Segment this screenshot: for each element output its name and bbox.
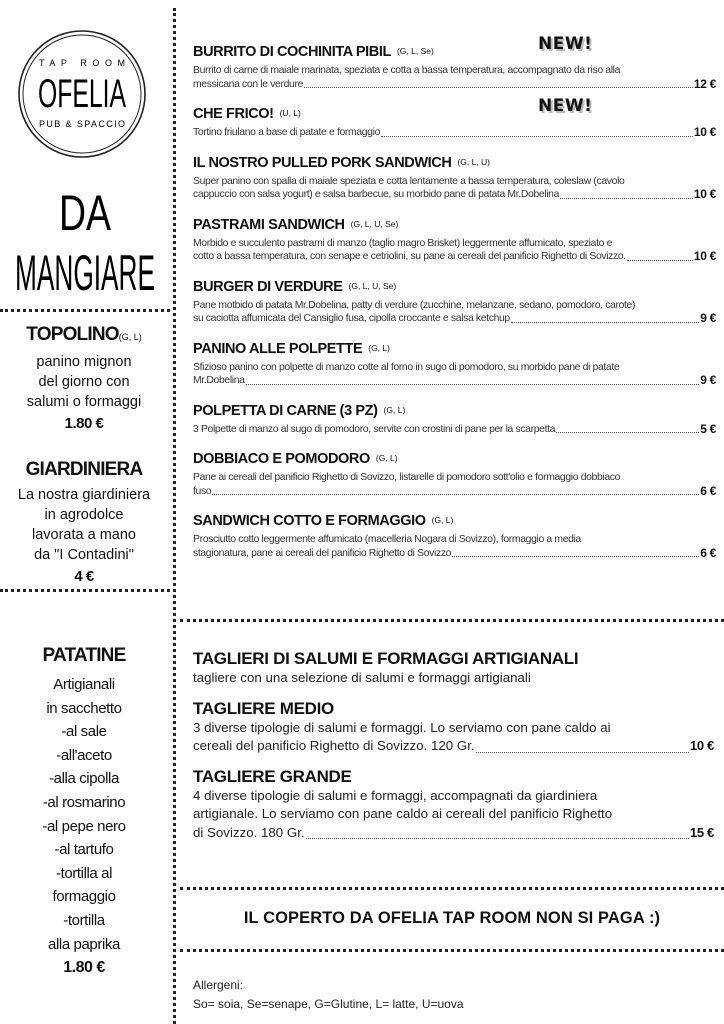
platter-name: TAGLIERE MEDIO	[193, 698, 334, 718]
item-description	[193, 126, 716, 140]
patatine-price: 1.80 €	[63, 959, 105, 977]
item-description	[193, 471, 716, 498]
description-line	[193, 471, 716, 485]
item-price: 10 €	[693, 187, 716, 201]
patatine-desc-line: -al rosmarino	[42, 793, 126, 811]
description-line	[193, 126, 716, 140]
dot-leader	[476, 752, 689, 753]
platter-item	[193, 699, 714, 756]
description-text: fuso	[193, 485, 212, 497]
topolino-desc-line: salumi o formaggi	[26, 394, 142, 410]
item-name: SANDWICH COTTO E FORMAGGIO	[193, 513, 426, 529]
dot-leader	[212, 494, 699, 495]
description-line	[193, 737, 714, 756]
item-allergens: (G, L)	[431, 515, 454, 525]
vertical-divider	[173, 8, 176, 1024]
giardiniera-desc-line: in agrodolce	[44, 507, 124, 523]
menu-item	[193, 402, 716, 437]
patatine-desc-line: in sacchetto	[46, 699, 122, 717]
item-name: PASTRAMI SANDWICH	[193, 216, 345, 233]
patatine-block	[0, 645, 168, 977]
giardiniera-name: GIARDINIERA	[25, 459, 143, 480]
item-name-row	[193, 154, 716, 172]
item-allergens: (G, L, U, Se)	[350, 218, 399, 229]
dot-leader	[381, 136, 693, 137]
ofelia-logo	[8, 28, 158, 160]
new-badge: NEW!	[538, 96, 593, 116]
description-text: tagliere con una selezione di salumi e formaggi artigianali	[193, 670, 531, 685]
description-line	[193, 485, 716, 499]
description-text: cappuccio con salsa yogurt) e salsa barbecue, su morbido pane di patata Mr.Dobelina	[193, 189, 560, 200]
coperto-notice: IL COPERTO DA OFELIA TAP ROOM NON SI PAGA :)	[243, 909, 661, 927]
item-allergens: (G, L, U, Se)	[348, 280, 397, 291]
item-name-row	[193, 216, 716, 234]
description-line	[193, 423, 716, 437]
dot-leader	[560, 198, 693, 199]
description-line	[193, 299, 716, 313]
item-name: PANINO ALLE POLPETTE	[193, 340, 363, 357]
allergens-legend	[193, 976, 464, 1014]
item-description	[193, 423, 716, 437]
menu-item	[193, 216, 716, 264]
description-line	[193, 237, 716, 251]
description-line	[193, 719, 714, 738]
food-menu-list	[193, 34, 716, 574]
patatine-desc-line: -tortilla al	[55, 864, 113, 882]
item-name-row	[193, 278, 716, 296]
item-name: DOBBIACO E POMODORO	[193, 451, 370, 467]
description-line	[193, 805, 714, 824]
giardiniera-desc-line: da "I Contadini"	[34, 547, 134, 563]
item-name: BURGER DI VERDURE	[193, 278, 343, 295]
giardiniera-block	[0, 459, 168, 585]
description-line	[193, 64, 716, 78]
description-text: Mr.Dobelina	[193, 375, 245, 386]
description-text: 3 Polpette di manzo al sugo di pomodoro, servite con crostini di pane per la scarpetta	[193, 423, 556, 435]
topolino-name: TOPOLINO	[26, 324, 119, 345]
section-title-line1: DA	[59, 185, 112, 241]
item-name-row	[193, 450, 716, 468]
item-allergens: (G, L, U)	[457, 156, 490, 167]
item-name: IL NOSTRO PULLED PORK SANDWICH	[193, 154, 452, 171]
topolino-allergens: (G, L)	[118, 332, 142, 342]
logo-top-text: TAP ROOM	[39, 58, 125, 68]
item-description	[193, 175, 716, 202]
divider	[180, 949, 724, 952]
description-line	[193, 175, 716, 189]
new-badge: NEW!	[538, 34, 593, 54]
item-description	[193, 237, 716, 264]
item-name: BURRITO DI COCHINITA PIBIL	[193, 44, 391, 60]
dot-leader	[306, 838, 689, 839]
description-line	[193, 787, 714, 806]
patatine-desc-line: -tortilla	[63, 911, 105, 929]
item-price: 9 €	[700, 311, 716, 325]
topolino-price: 1.80 €	[64, 415, 104, 432]
item-price: 10 €	[693, 249, 716, 263]
patatine-desc-line: -all'aceto	[56, 746, 112, 764]
description-line	[193, 188, 716, 202]
logo-name: OFELIA	[38, 72, 127, 116]
description-line	[193, 250, 716, 264]
description-line	[193, 533, 716, 547]
description-line	[193, 374, 716, 388]
platter-name: TAGLIERI DI SALUMI E FORMAGGI ARTIGIANALI	[193, 649, 579, 668]
description-text: Prosciutto cotto leggermente affumicato (macelleria Nogara di Sovizzo), formaggio a media	[193, 534, 581, 545]
giardiniera-price: 4 €	[74, 568, 94, 585]
item-name-row	[193, 340, 716, 358]
item-price: 5 €	[700, 421, 716, 436]
description-text: artigianale. Lo serviamo con pane caldo ai cereali del panificio Righetto	[193, 806, 613, 821]
description-text: stagionatura, pane ai cereali del panificio Righetto di Sovizzo	[193, 547, 452, 559]
menu-item	[193, 340, 716, 388]
allergens-list: So= soia, Se=senape, G=Glutine, L= latte, U=uova	[193, 997, 464, 1011]
section-title-line2: MANGIARE	[15, 245, 155, 300]
description-text: 3 diverse tipologie di salumi e formaggi. Lo serviamo con pane caldo ai	[193, 719, 611, 735]
description-text: Pane motbido di patata Mr.Dobelina, patty di verdure (zucchine, melanzane, sedano, pomodoro, carote)	[193, 299, 636, 311]
logo-bottom-text: PUB & SPACCIO	[39, 119, 125, 129]
menu-item	[193, 96, 716, 140]
description-text: 4 diverse tipologie di salumi e formaggi, accompagnati da giardiniera	[193, 787, 598, 803]
description-line	[193, 78, 716, 92]
description-line	[193, 824, 714, 843]
description-text: cotto a bassa temperatura, con senape e cetriolini, su pane ai cereali del panificio Righetto di Sovizzo.	[193, 251, 626, 262]
dot-leader	[246, 384, 700, 385]
description-line	[193, 312, 716, 326]
patatine-desc-line: -alla cipolla	[49, 770, 119, 788]
platter-name: TAGLIERE GRANDE	[193, 766, 352, 786]
description-text: Super panino con spalla di maiale speziata e cotta lentamente a bassa temperatura, coleslaw (cavolo	[193, 175, 625, 187]
item-allergens: (G, L)	[375, 453, 398, 463]
menu-item	[193, 450, 716, 498]
patatine-desc-line: formaggio	[52, 888, 116, 906]
patatine-name: PATATINE	[42, 645, 126, 666]
divider	[180, 887, 724, 890]
description-line	[193, 669, 714, 688]
dot-leader	[304, 87, 693, 88]
item-description	[193, 533, 716, 560]
description-text: messicana con le verdure	[193, 78, 303, 90]
item-allergens: (G, L)	[383, 404, 406, 415]
patatine-desc-line: alla paprika	[48, 935, 120, 953]
giardiniera-desc-line: lavorata a mano	[32, 527, 136, 543]
dot-leader	[452, 556, 699, 557]
item-name-row	[193, 402, 716, 420]
item-name-row	[193, 43, 716, 61]
item-description	[193, 299, 716, 326]
item-price: 6 €	[700, 545, 716, 560]
item-price: 9 €	[700, 373, 716, 387]
topolino-desc-line: del giorno con	[38, 374, 130, 390]
dot-leader	[627, 260, 693, 261]
item-name-row	[193, 512, 716, 530]
description-text: su caciotta affumicata del Cansiglio fusa, cipolla croccante e salsa ketchup	[193, 313, 510, 324]
platter-item	[193, 767, 714, 843]
description-text: Morbido e succulento pastrami di manzo (taglio magro Brisket) leggermente affumicato, speziato e	[193, 237, 612, 249]
item-price: 12 €	[693, 76, 716, 91]
description-text: Burrito di carne di maiale marinata, speziata e cotta a bassa temperatura, accompagnato da riso alla	[193, 65, 621, 76]
platter-menu-list	[193, 649, 714, 853]
description-text: Tortino friulano a base di patate e formaggio	[193, 127, 380, 138]
item-name: POLPETTA DI CARNE (3 PZ)	[193, 402, 378, 419]
giardiniera-desc-line: La nostra giardiniera	[17, 487, 151, 503]
menu-item	[193, 154, 716, 202]
item-price: 6 €	[700, 483, 716, 498]
platter-price: 15 €	[689, 824, 714, 840]
patatine-desc-line: -al pepe nero	[42, 817, 126, 835]
divider	[0, 589, 170, 592]
item-allergens: (G, L, Se)	[396, 46, 434, 56]
item-name: CHE FRICO!	[193, 106, 274, 122]
patatine-desc-line: -al sale	[61, 723, 107, 741]
description-text: Sfizioso panino con polpette di manzo cotte al forno in sugo di pomodoro, su morbido pane di patate	[193, 361, 620, 373]
topolino-desc-line: panino mignon	[36, 354, 132, 370]
item-name-row	[193, 105, 716, 123]
menu-item	[193, 278, 716, 326]
item-description	[193, 361, 716, 388]
description-line	[193, 547, 716, 561]
divider	[180, 619, 724, 622]
allergens-title: Allergeni:	[193, 978, 244, 992]
description-text: di Sovizzo. 180 Gr.	[193, 824, 305, 840]
menu-item	[193, 512, 716, 560]
description-line	[193, 361, 716, 375]
platter-item	[193, 649, 714, 688]
platter-price: 10 €	[689, 738, 714, 753]
section-title	[0, 180, 170, 300]
item-price: 10 €	[693, 125, 716, 139]
description-text: Pane ai cereali del panificio Righetto di Sovizzo, listarelle di pomodoro sott'olio e formaggio dobbiaco	[193, 472, 621, 483]
item-description	[193, 64, 716, 91]
patatine-desc-line: Artigianali	[53, 676, 115, 693]
topolino-block	[0, 324, 168, 432]
divider	[0, 309, 170, 312]
dot-leader	[556, 432, 699, 433]
description-text: cereali del panificio Righetto di Sovizzo. 120 Gr.	[193, 738, 475, 753]
item-allergens: (U, L)	[279, 108, 301, 118]
menu-item	[193, 34, 716, 91]
patatine-desc-line: -al tartufo	[54, 841, 114, 859]
dot-leader	[511, 322, 699, 323]
item-allergens: (G, L)	[368, 342, 390, 353]
